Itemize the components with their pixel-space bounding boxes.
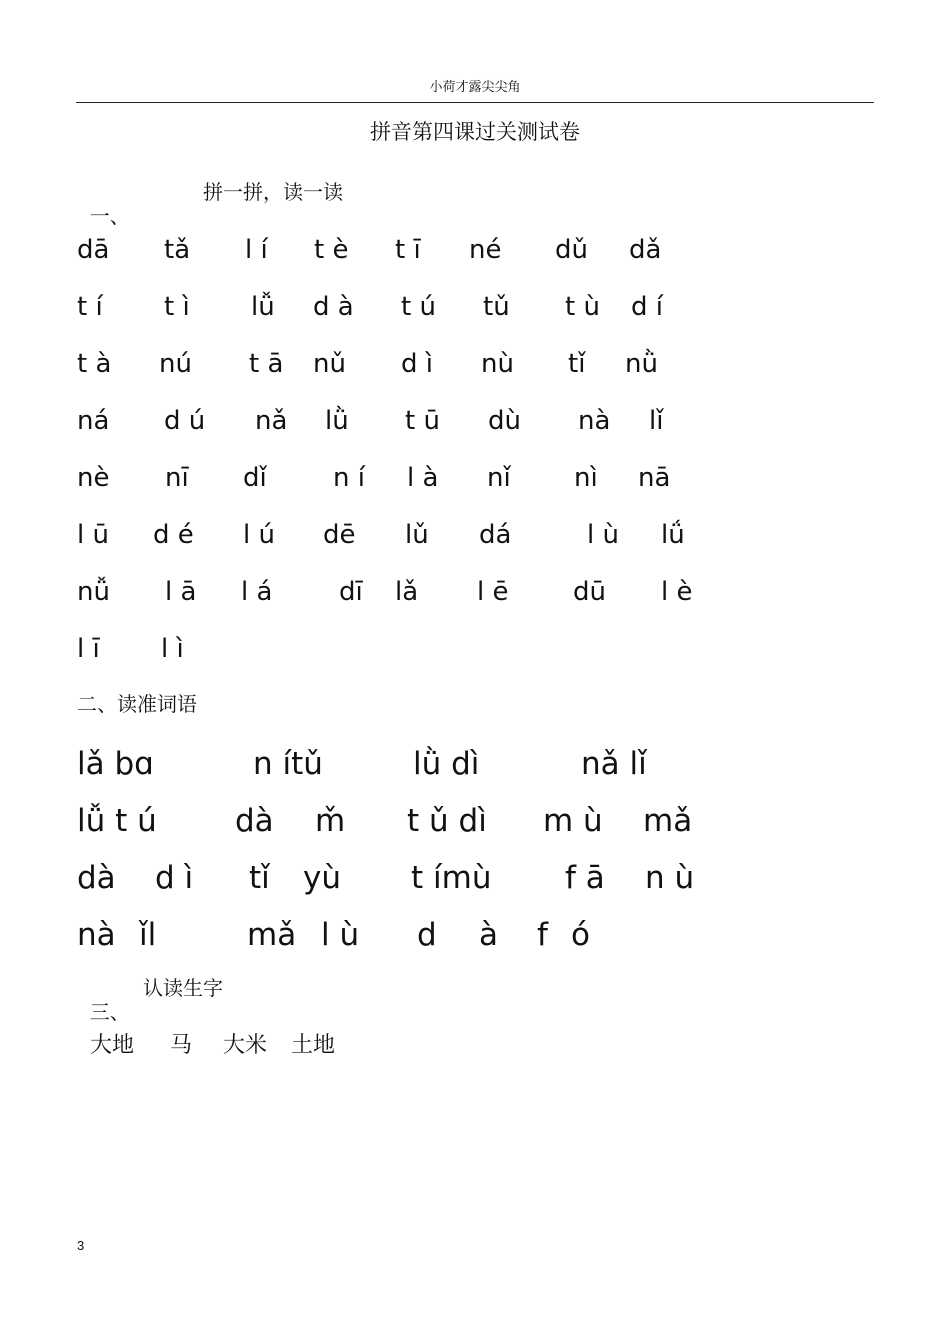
- syllable: lǘ: [661, 520, 685, 550]
- word: m ù: [543, 803, 603, 839]
- syllable: nā: [638, 463, 671, 493]
- char-item: 土地: [291, 1033, 336, 1058]
- syllable: lǐ: [649, 406, 664, 436]
- syllable: t ā: [249, 349, 284, 379]
- syllable: t ì: [164, 292, 190, 322]
- section1-number: 一、: [89, 204, 130, 228]
- syllable: t ū: [405, 406, 440, 436]
- syllable: dā: [77, 235, 110, 265]
- word: lǎ bɑ: [77, 746, 154, 782]
- syllable: l è: [661, 577, 693, 607]
- word: m̌: [315, 803, 346, 839]
- section2-heading: 二、读准词语: [77, 692, 197, 716]
- word: mǎ: [247, 917, 297, 953]
- word: n ù: [645, 860, 695, 896]
- syllable: l ū: [77, 520, 109, 550]
- syllable: lǎ: [395, 577, 419, 607]
- page-number: 3: [77, 1238, 85, 1253]
- word: l ù: [321, 917, 360, 953]
- syllable: t ù: [565, 292, 600, 322]
- char-item: 马: [170, 1033, 193, 1058]
- syllable: t ú: [401, 292, 436, 322]
- syllable: nù: [481, 349, 514, 379]
- word: d ì: [155, 860, 194, 896]
- syllable: t í: [77, 292, 103, 322]
- syllable: lǜ: [325, 406, 349, 436]
- syllable: tǎ: [164, 235, 191, 265]
- syllable: l ī: [77, 634, 100, 664]
- word: nà: [77, 917, 116, 953]
- section3-title: 认读生字: [143, 976, 223, 1000]
- word: t ǔ dì: [407, 803, 487, 839]
- word: dà: [235, 803, 274, 839]
- section3-number: 三、: [89, 1000, 130, 1024]
- word: à: [479, 917, 498, 953]
- syllable: l ā: [165, 577, 197, 607]
- word: nǎ lǐ: [581, 746, 647, 782]
- syllable: dǎ: [629, 235, 662, 265]
- syllable: l ú: [243, 520, 275, 550]
- syllable: l ù: [587, 520, 619, 550]
- syllable: nī: [165, 463, 189, 493]
- syllable: né: [469, 235, 502, 265]
- syllable: dū: [573, 577, 606, 607]
- word: lǜ dì: [413, 746, 480, 782]
- syllable: d ì: [401, 349, 433, 379]
- word: mǎ: [643, 803, 693, 839]
- syllable: nú: [159, 349, 192, 379]
- syllable: tǐ: [568, 349, 586, 379]
- char-item: 大地: [90, 1033, 135, 1058]
- syllable: l á: [241, 577, 273, 607]
- word: d: [417, 917, 437, 953]
- syllable: nè: [77, 463, 110, 493]
- word: dà: [77, 860, 116, 896]
- page-header: 小荷才露尖尖角: [429, 80, 521, 95]
- syllable: d à: [313, 292, 354, 322]
- word: f: [537, 917, 548, 953]
- char-item: 大米: [223, 1033, 268, 1058]
- word: ó: [571, 917, 590, 953]
- word: ǐl: [139, 917, 157, 953]
- syllable: dǔ: [555, 235, 588, 265]
- syllable: lǔ: [405, 520, 429, 550]
- syllable: ná: [77, 406, 110, 436]
- syllable: nǎ: [255, 406, 288, 436]
- syllable: nà: [578, 406, 611, 436]
- syllable: dá: [479, 520, 512, 550]
- syllable: dǐ: [243, 463, 267, 493]
- syllable: nǚ: [77, 577, 110, 607]
- word: f ā: [565, 860, 605, 896]
- syllable: dē: [323, 520, 356, 550]
- syllable: t è: [314, 235, 349, 265]
- page-title: 拼音第四课过关测试卷: [370, 120, 580, 144]
- section1-title: 拼一拼，读一读: [203, 180, 343, 204]
- syllable: lǚ: [251, 292, 275, 322]
- syllable: d é: [153, 520, 194, 550]
- word: n ítǔ: [253, 746, 323, 782]
- syllable: dù: [488, 406, 521, 436]
- syllable: l ē: [477, 577, 509, 607]
- syllable: l í: [245, 235, 268, 265]
- syllable: d í: [631, 292, 663, 322]
- syllable: n í: [333, 463, 365, 493]
- syllable: t ī: [395, 235, 421, 265]
- syllable: nǔ: [313, 349, 346, 379]
- syllable: l ì: [161, 634, 184, 664]
- syllable: tǔ: [483, 292, 510, 322]
- syllable: d ú: [164, 406, 206, 436]
- word: tǐ: [249, 860, 270, 896]
- header-rule: [76, 102, 874, 103]
- syllable: t à: [77, 349, 112, 379]
- syllable: nì: [574, 463, 598, 493]
- word: yù: [303, 860, 341, 896]
- syllable: nǜ: [625, 349, 658, 379]
- syllable: l à: [407, 463, 439, 493]
- syllable: dī: [339, 577, 363, 607]
- word: lǚ t ú: [77, 803, 157, 839]
- syllable: nǐ: [487, 463, 511, 493]
- word: t ímù: [411, 860, 492, 896]
